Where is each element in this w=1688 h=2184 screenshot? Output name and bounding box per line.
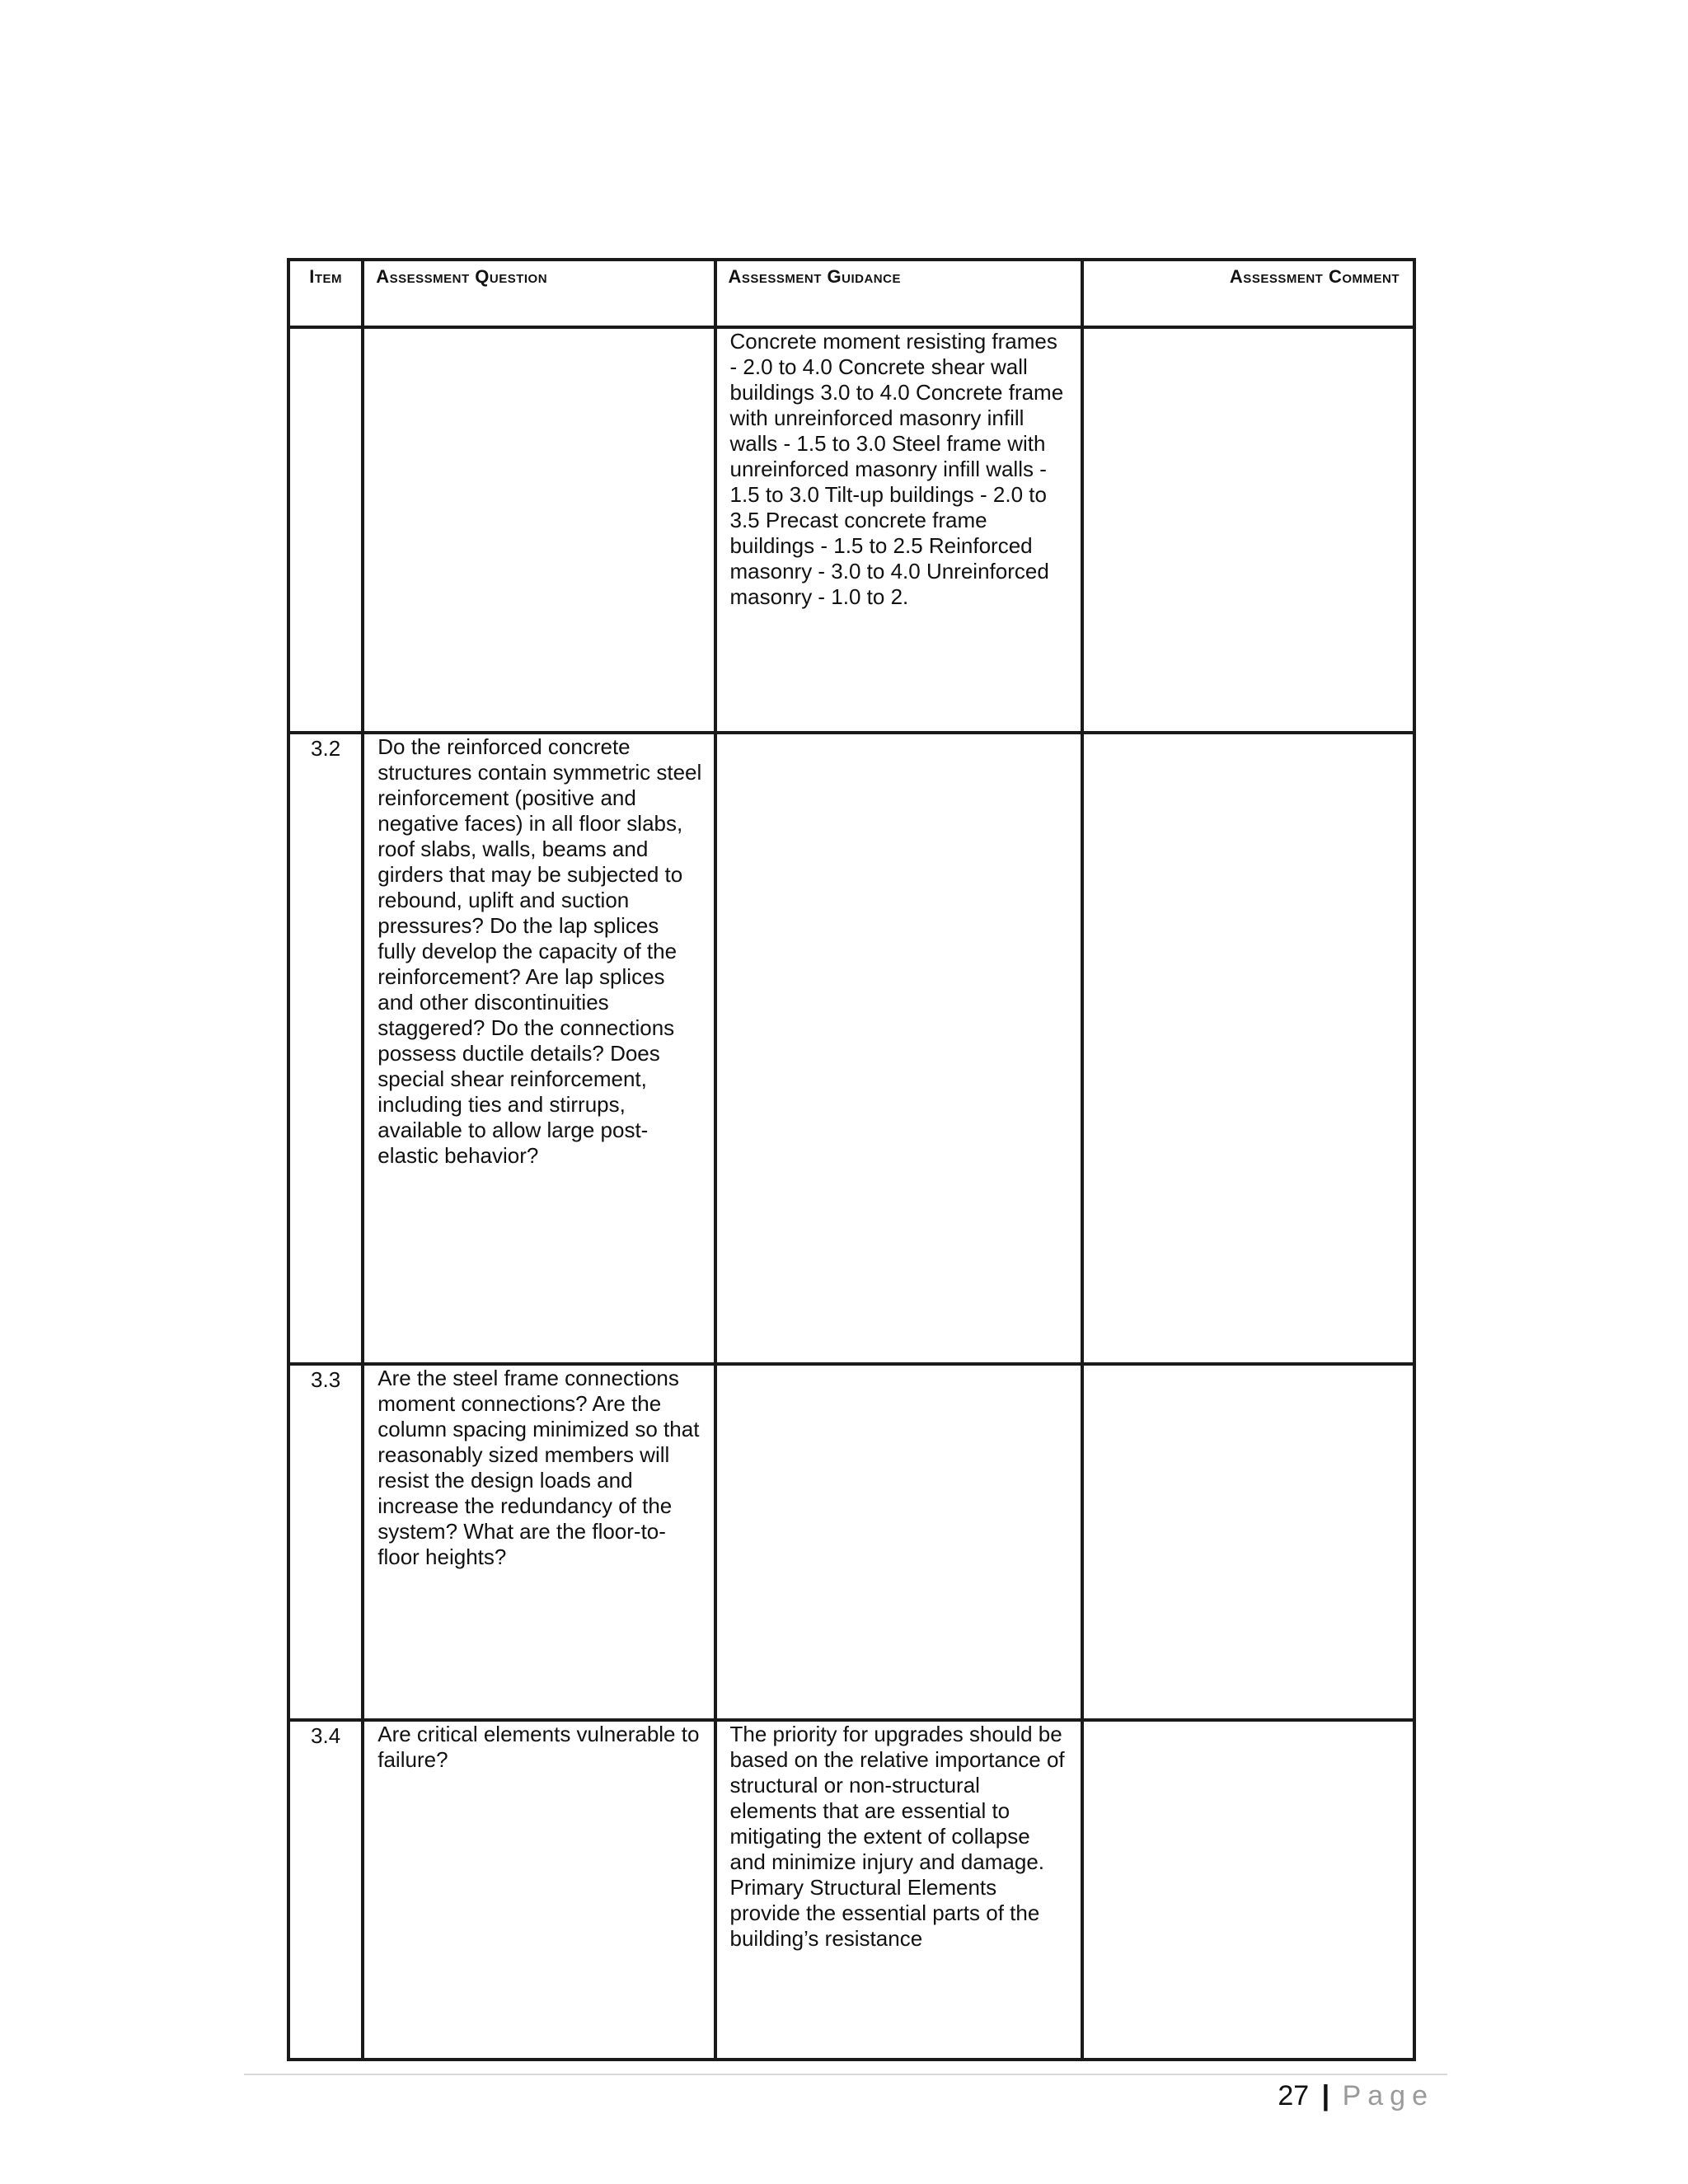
question-cell: Are the steel frame connections moment connections? Are the column spacing minimized so that reasonably sized members will resist the design loads and increase the redundancy of the system? What are the floor-to-floor heights? [363, 1364, 715, 1720]
footer-divider [244, 2074, 1447, 2075]
question-cell [363, 327, 715, 733]
page-footer [1278, 2080, 1434, 2112]
item-cell [288, 327, 363, 733]
header-comment: Assessment Comment [1082, 260, 1414, 327]
question-cell: Do the reinforced concrete structures contain symmetric steel reinforcement (positive and negative faces) in all floor slabs, roof slabs, walls, beams and girders that may be subjected to rebound, uplift and suction pressures? Do the lap splices fully develop the capacity of the reinforcement? Are lap splices and other discontinuities staggered? Do the connections possess ductile details? Does special shear reinforcement, including ties and stirrups, available to allow large post-elastic behavior? [363, 733, 715, 1364]
table-row [288, 1720, 1414, 2060]
item-cell: 3.2 [288, 733, 363, 1364]
question-cell: Are critical elements vulnerable to failure? [363, 1720, 715, 2060]
guidance-cell: The priority for upgrades should be based on the relative importance of structural or non-structural elements that are essential to mitigating the extent of collapse and minimize injury and damage. Primary Structural Elements provide the essential parts of the building’s resistance [715, 1720, 1082, 2060]
page-label: Page [1342, 2080, 1434, 2111]
page-number: 27 [1278, 2080, 1310, 2111]
guidance-cell: Concrete moment resisting frames - 2.0 to 4.0 Concrete shear wall buildings 3.0 to 4.0 Concrete frame with unreinforced masonry infill walls - 1.5 to 3.0 Steel frame with unreinforced masonry infill walls - 1.5 to 3.0 Tilt-up buildings - 2.0 to 3.5 Precast concrete frame buildings - 1.5 to 2.5 Reinforced masonry - 3.0 to 4.0 Unreinforced masonry - 1.0 to 2. [715, 327, 1082, 733]
header-question: Assessment Question [363, 260, 715, 327]
footer-separator: | [1321, 2080, 1330, 2111]
comment-cell[interactable] [1082, 1720, 1414, 2060]
table-row [288, 327, 1414, 733]
table-header-row [288, 260, 1414, 327]
table-row [288, 733, 1414, 1364]
table-row [288, 1364, 1414, 1720]
assessment-table [287, 258, 1416, 2061]
item-cell: 3.4 [288, 1720, 363, 2060]
comment-cell[interactable] [1082, 733, 1414, 1364]
comment-cell[interactable] [1082, 1364, 1414, 1720]
guidance-cell [715, 733, 1082, 1364]
item-cell: 3.3 [288, 1364, 363, 1720]
header-item: Item [288, 260, 363, 327]
comment-cell[interactable] [1082, 327, 1414, 733]
header-guidance: Assessment Guidance [715, 260, 1082, 327]
guidance-cell [715, 1364, 1082, 1720]
